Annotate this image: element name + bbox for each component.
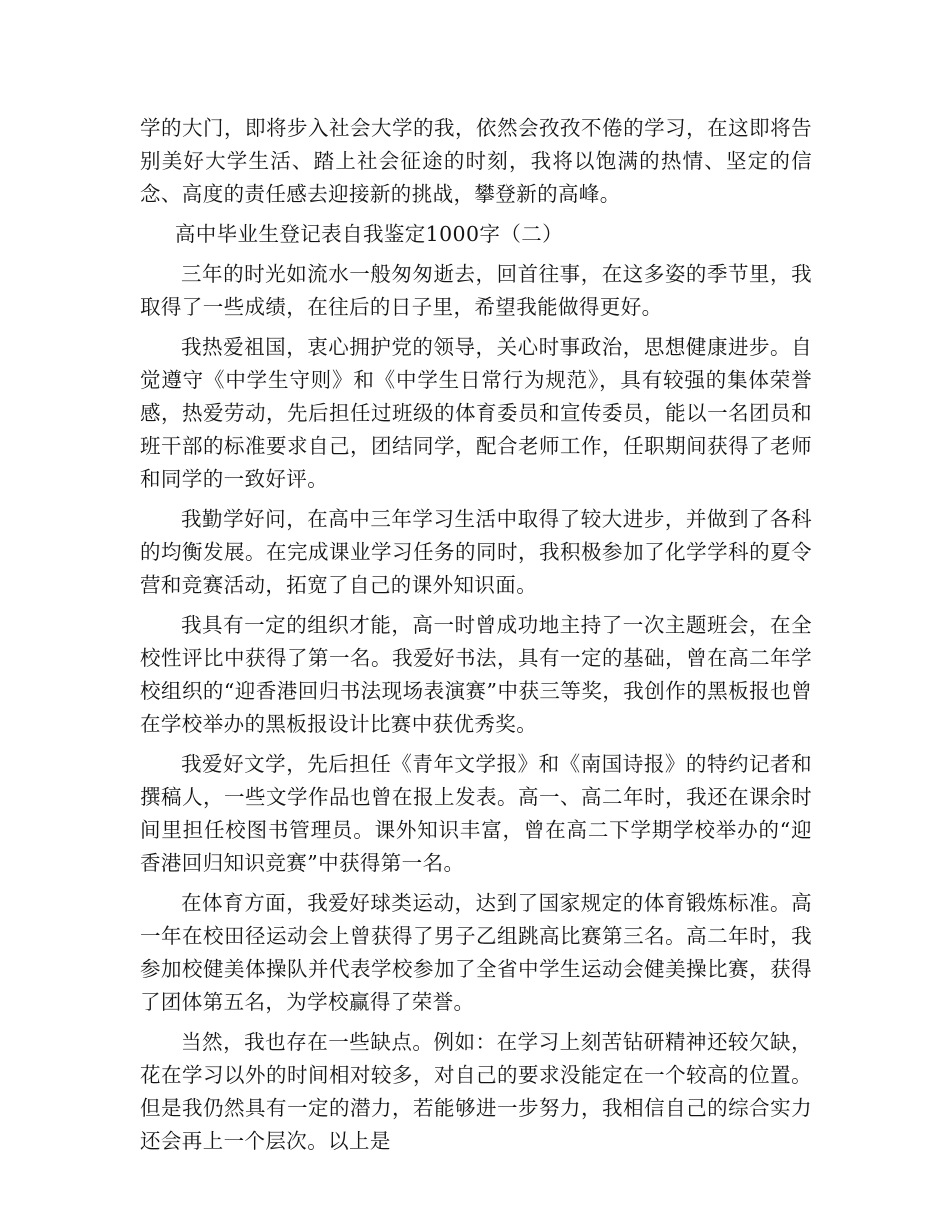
paragraph-intro: 三年的时光如流水一般匆匆逝去，回首往事，在这多姿的季节里，我取得了一些成绩，在往后的日子里，希望我能做得更好。 bbox=[140, 262, 812, 319]
paragraph-shortcomings: 当然，我也存在一些缺点。例如：在学习上刻苦钻研精神还较欠缺，花在学习以外的时间相对较多，对自己的要求没能定在一个较高的位置。但是我仍然具有一定的潜力，若能够进一步努力，我相信自己的综合实力还会再上一个层次。以上是 bbox=[140, 1030, 812, 1153]
paragraph-study: 我勤学好问，在高中三年学习生活中取得了较大进步，并做到了各科的均衡发展。在完成课业学习任务的同时，我积极参加了化学学科的夏令营和竞赛活动，拓宽了自己的课外知识面。 bbox=[140, 507, 812, 597]
paragraph-literature: 我爱好文学，先后担任《青年文学报》和《南国诗报》的特约记者和撰稿人，一些文学作品也曾在报上发表。高一、高二年时，我还在课余时间里担任校图书管理员。课外知识丰富，曾在高二下学期学校举办的“迎香港回归知识竞赛”中获得第一名。 bbox=[140, 752, 812, 875]
paragraph-sports: 在体育方面，我爱好球类运动，达到了国家规定的体育锻炼标准。高一年在校田径运动会上曾获得了男子乙组跳高比赛第三名。高二年时，我参加校健美体操队并代表学校参加了全省中学生运动会健美操比赛，获得了团体第五名，为学校赢得了荣誉。 bbox=[140, 891, 812, 1014]
document-page bbox=[140, 112, 812, 1165]
paragraph-patriotism: 我热爱祖国，衷心拥护党的领导，关心时事政治，思想健康进步。自觉遵守《中学生守则》和《中学生日常行为规范》，具有较强的集体荣誉感，热爱劳动，先后担任过班级的体育委员和宣传委员，能以一名团员和班干部的标准要求自己，团结同学，配合老师工作，任职期间获得了老师和同学的一致好评。 bbox=[140, 335, 812, 491]
paragraph-organization: 我具有一定的组织才能，高一时曾成功地主持了一次主题班会，在全校性评比中获得了第一名。我爱好书法，具有一定的基础，曾在高二年学校组织的“迎香港回归书法现场表演赛”中获三等奖，我创作的黑板报也曾在学校举办的黑板报设计比赛中获优秀奖。 bbox=[140, 613, 812, 736]
section-heading: 高中毕业生登记表自我鉴定1000字（二） bbox=[174, 222, 564, 246]
paragraph-continuation: 学的大门，即将步入社会大学的我，依然会孜孜不倦的学习，在这即将告别美好大学生活、踏上社会征途的时刻，我将以饱满的热情、坚定的信念、高度的责任感去迎接新的挑战，攀登新的高峰。 bbox=[140, 116, 812, 206]
